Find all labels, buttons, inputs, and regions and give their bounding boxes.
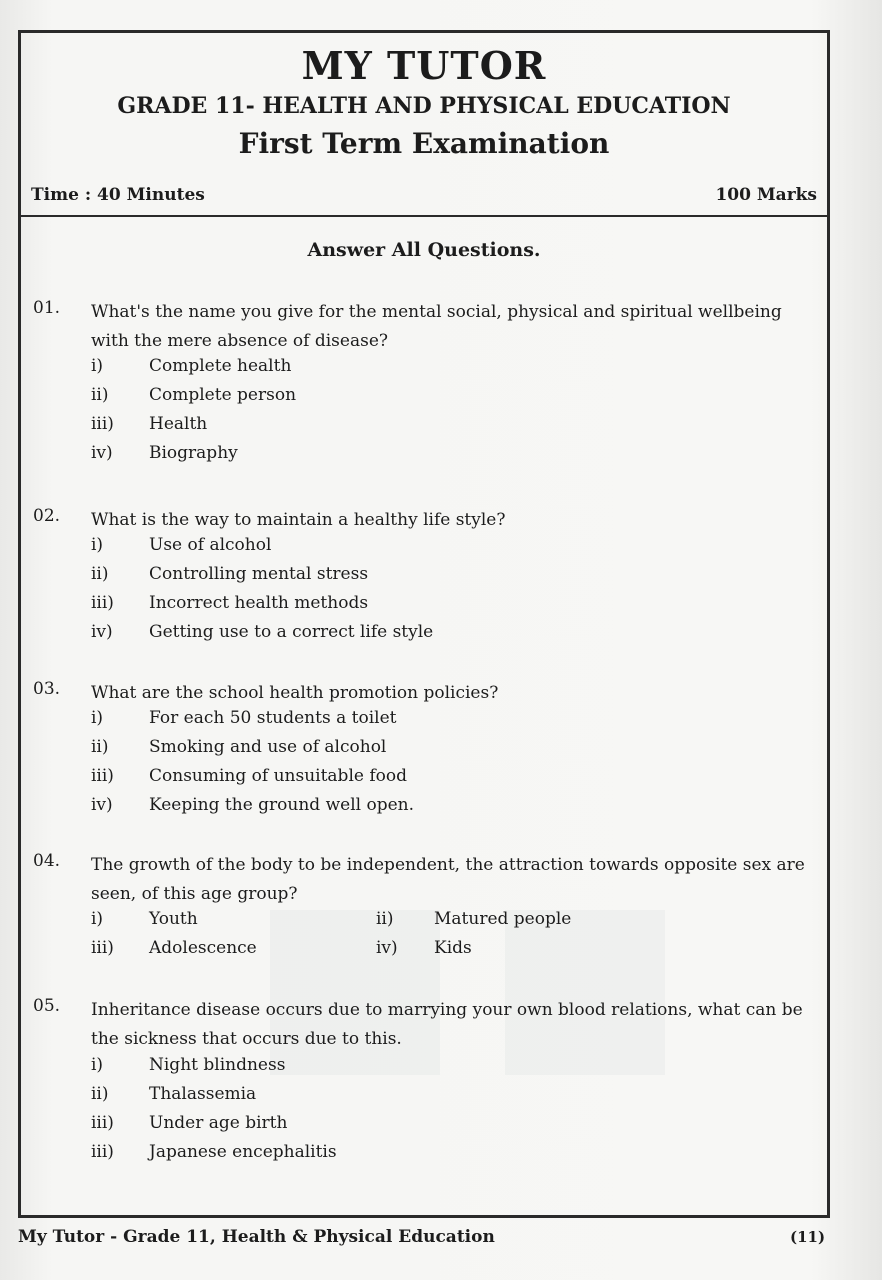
option-text: Youth xyxy=(149,909,198,929)
option-text: Health xyxy=(149,414,208,434)
exam-marks: 100 Marks xyxy=(715,185,817,205)
option-text: Complete health xyxy=(149,356,292,376)
option-text: Consuming of unsuitable food xyxy=(149,766,407,786)
footer-title: My Tutor - Grade 11, Health & Physical Education xyxy=(18,1227,495,1247)
option-label: iii) xyxy=(91,1142,114,1162)
question-2 xyxy=(21,506,827,656)
option-label: iv) xyxy=(91,622,113,642)
option-text: Incorrect health methods xyxy=(149,593,369,613)
option-label: i) xyxy=(91,1055,104,1075)
exam-frame xyxy=(18,30,830,1218)
option-label: ii) xyxy=(91,1084,109,1104)
page-number: (11) xyxy=(790,1228,826,1246)
question-number: 03. xyxy=(33,679,61,699)
question-text: What is the way to maintain a healthy life style? xyxy=(91,510,506,530)
option-text: Complete person xyxy=(149,385,297,405)
option-text: Controlling mental stress xyxy=(149,564,369,584)
option-label: ii) xyxy=(91,385,109,405)
question-text: What's the name you give for the mental social, physical and spiritual wellbeing with the mere absence of disease? xyxy=(91,302,782,351)
question-5 xyxy=(21,996,827,1176)
option-label: ii) xyxy=(91,737,109,757)
grade-subject: GRADE 11- HEALTH AND PHYSICAL EDUCATION xyxy=(117,93,731,119)
option-label: iv) xyxy=(91,795,113,815)
option-text: Under age birth xyxy=(149,1113,288,1133)
option-label: iii) xyxy=(91,414,114,434)
option-label: iii) xyxy=(91,766,114,786)
option-label: ii) xyxy=(376,909,394,929)
option-text: Getting use to a correct life style xyxy=(149,622,434,642)
option-text: Matured people xyxy=(434,909,572,929)
option-text: Kids xyxy=(434,938,472,958)
option-label: iv) xyxy=(91,443,113,463)
option-text: Night blindness xyxy=(149,1055,286,1075)
instruction: Answer All Questions. xyxy=(307,239,541,261)
option-label: iv) xyxy=(376,938,398,958)
option-label: iii) xyxy=(91,593,114,613)
option-label: i) xyxy=(91,535,104,555)
question-number: 01. xyxy=(33,298,61,318)
question-text: The growth of the body to be independent, the attraction towards opposite sex are seen, of this age group? xyxy=(91,855,805,904)
option-label: i) xyxy=(91,909,104,929)
option-text: Thalassemia xyxy=(149,1084,257,1104)
option-text: Biography xyxy=(149,443,238,463)
option-text: For each 50 students a toilet xyxy=(149,708,397,728)
question-text: Inheritance disease occurs due to marrying your own blood relations, what can be the sickness that occurs due to this. xyxy=(91,1000,803,1049)
question-3 xyxy=(21,679,827,829)
brand-title: MY TUTOR xyxy=(301,43,547,88)
option-label: i) xyxy=(91,356,104,376)
question-number: 05. xyxy=(33,996,61,1016)
question-text: What are the school health promotion policies? xyxy=(91,683,499,703)
option-label: iii) xyxy=(91,938,114,958)
question-4 xyxy=(21,851,827,981)
option-text: Smoking and use of alcohol xyxy=(149,737,387,757)
question-1 xyxy=(21,298,827,478)
option-text: Adolescence xyxy=(149,938,257,958)
option-label: ii) xyxy=(91,564,109,584)
option-text: Japanese encephalitis xyxy=(149,1142,337,1162)
question-number: 04. xyxy=(33,851,61,871)
exam-term: First Term Examination xyxy=(238,127,610,160)
option-label: iii) xyxy=(91,1113,114,1133)
exam-time: Time : 40 Minutes xyxy=(31,185,205,205)
exam-header xyxy=(21,33,827,217)
option-text: Use of alcohol xyxy=(149,535,272,555)
question-number: 02. xyxy=(33,506,61,526)
option-label: i) xyxy=(91,708,104,728)
option-text: Keeping the ground well open. xyxy=(149,795,415,815)
